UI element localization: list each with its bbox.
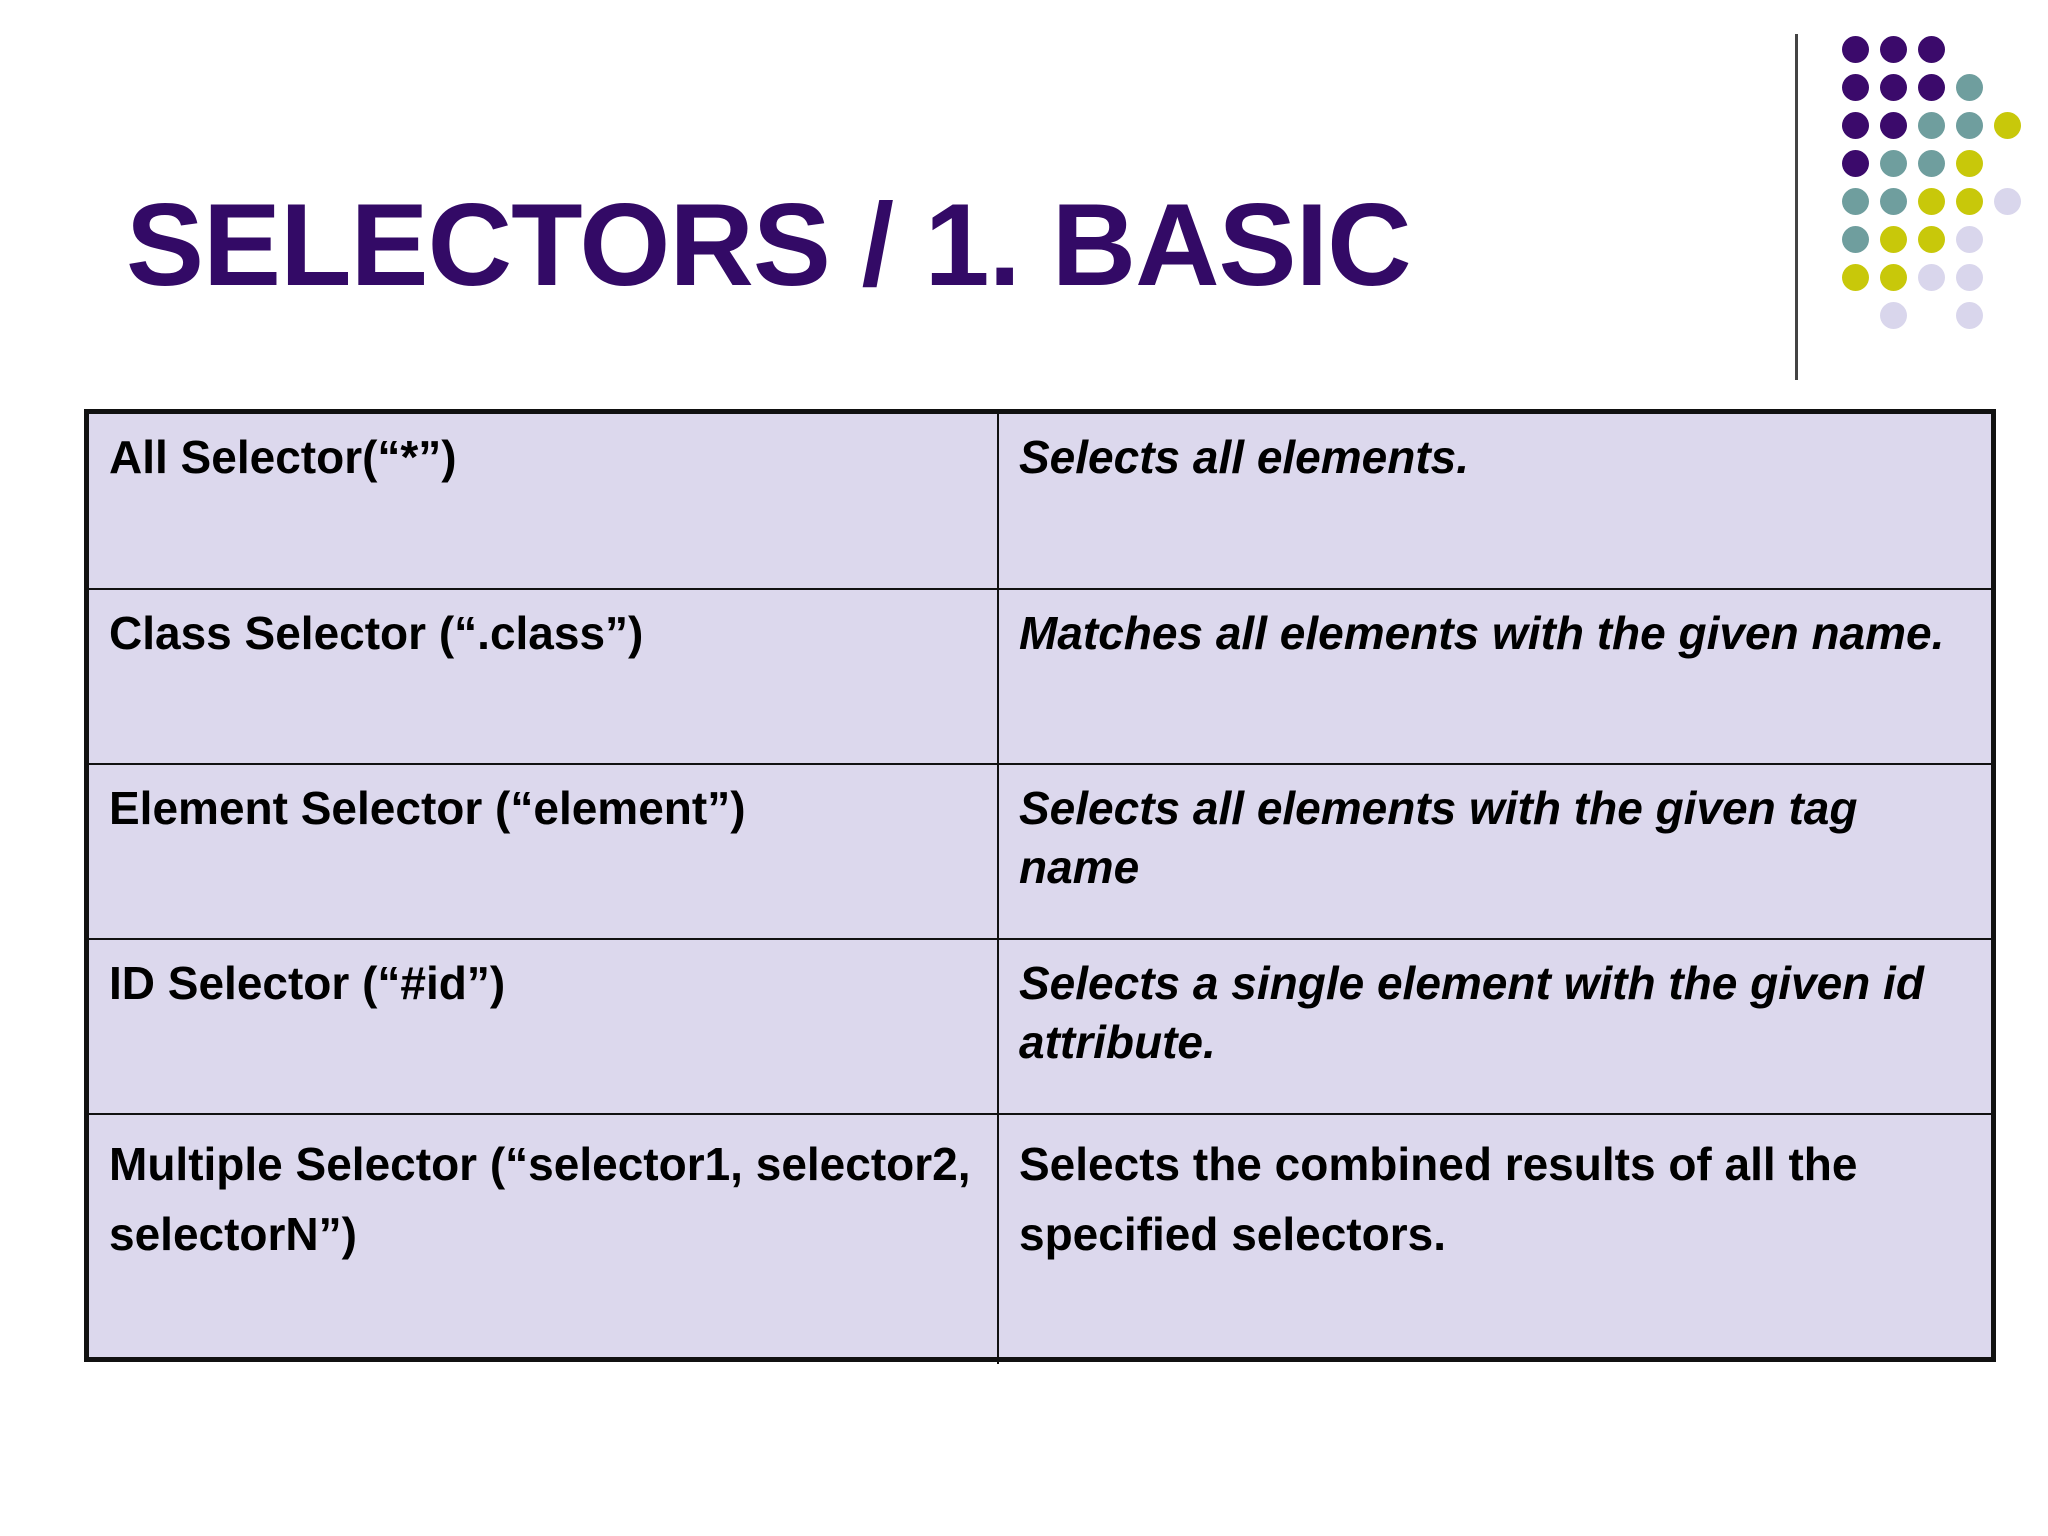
table-row — [89, 939, 1991, 1114]
selector-name-cell: All Selector(“*”) — [89, 414, 998, 589]
decorative-dot — [1918, 226, 1945, 253]
decorative-dot — [1956, 188, 1983, 215]
decorative-dot — [1994, 188, 2021, 215]
decorative-dot — [1918, 188, 1945, 215]
decorative-dot — [1842, 264, 1869, 291]
selector-description-cell: Matches all elements with the given name. — [998, 589, 1991, 764]
decorative-dot — [1842, 74, 1869, 101]
decorative-dot — [1918, 74, 1945, 101]
decorative-dot — [1956, 264, 1983, 291]
decorative-dot — [1956, 226, 1983, 253]
title-divider — [1795, 34, 1798, 380]
decorative-dot — [1880, 150, 1907, 177]
decorative-dot — [1956, 112, 1983, 139]
table-row — [89, 1114, 1991, 1364]
decorative-dot — [1880, 302, 1907, 329]
decorative-dot — [1956, 74, 1983, 101]
decorative-dot — [1956, 150, 1983, 177]
decorative-dot — [1842, 226, 1869, 253]
table-row — [89, 764, 1991, 939]
decorative-dot — [1880, 74, 1907, 101]
selector-name-cell: ID Selector (“#id”) — [89, 939, 998, 1114]
decorative-dot — [1918, 36, 1945, 63]
decorative-dot — [1918, 112, 1945, 139]
decorative-dot — [1842, 112, 1869, 139]
selector-description-cell: Selects all elements. — [998, 414, 1991, 589]
selector-description-cell: Selects all elements with the given tag name — [998, 764, 1991, 939]
decorative-dot — [1880, 112, 1907, 139]
decorative-dot — [1918, 264, 1945, 291]
selector-name-cell: Multiple Selector (“selector1, selector2, selectorN”) — [89, 1114, 998, 1364]
decorative-dot — [1956, 302, 1983, 329]
decorative-dot — [1880, 226, 1907, 253]
decorative-dot — [1880, 264, 1907, 291]
selector-table — [84, 409, 1996, 1362]
decorative-dot — [1918, 150, 1945, 177]
selector-name-cell: Element Selector (“element”) — [89, 764, 998, 939]
slide-title: SELECTORS / 1. BASIC — [126, 179, 1411, 310]
table-row — [89, 589, 1991, 764]
selector-table-grid — [89, 414, 1991, 1364]
decorative-dot — [1842, 36, 1869, 63]
decorative-dot — [1880, 188, 1907, 215]
selector-description-cell: Selects the combined results of all the specified selectors. — [998, 1114, 1991, 1364]
decorative-dot — [1880, 36, 1907, 63]
decorative-dot — [1842, 188, 1869, 215]
decorative-dot — [1842, 150, 1869, 177]
selector-name-cell: Class Selector (“.class”) — [89, 589, 998, 764]
selector-description-cell: Selects a single element with the given id attribute. — [998, 939, 1991, 1114]
decorative-dot — [1994, 112, 2021, 139]
table-row — [89, 414, 1991, 589]
